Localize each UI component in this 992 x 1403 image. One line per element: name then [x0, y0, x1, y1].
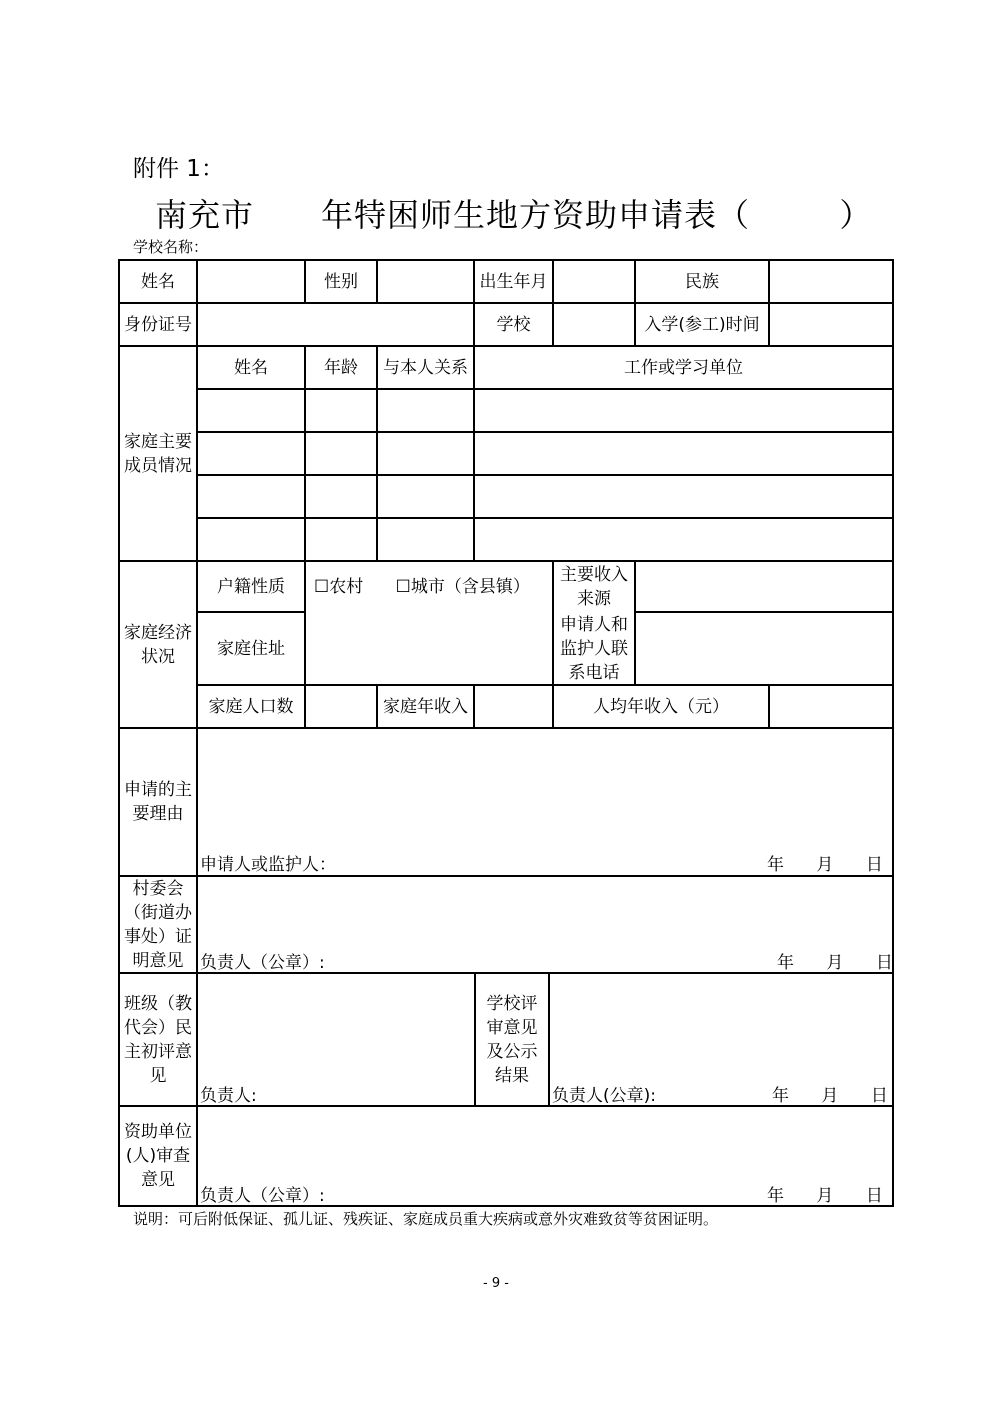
school-field[interactable] — [554, 304, 634, 345]
annual-income-field[interactable] — [475, 686, 552, 727]
household-size-field[interactable] — [306, 686, 376, 727]
member-unit-cell[interactable] — [475, 519, 892, 560]
ethnicity-field[interactable] — [770, 261, 892, 302]
income-source-field[interactable] — [636, 562, 892, 611]
footnote: 说明：可后附低保证、孤儿证、残疾证、家庭成员重大疾病或意外灾难致贫等贫困证明。 — [133, 1210, 719, 1228]
page-title: 南充市 年特困师生地方资助申请表（ ） — [155, 196, 873, 234]
contact-phone-field[interactable] — [636, 613, 892, 684]
attachment-label: 附件 1： — [133, 156, 224, 182]
income-source-label: 主要收入来源 — [560, 564, 628, 609]
contact-phone-label: 申请人和监护人联系电话 — [560, 614, 628, 683]
class-review-label: 班级（教代会）民主初评意见 — [124, 993, 192, 1086]
address-field[interactable] — [306, 613, 552, 684]
member-age-header: 年龄 — [324, 357, 358, 378]
birth-field[interactable] — [554, 261, 634, 302]
page-number: - 9 - — [483, 1276, 509, 1291]
member-name-cell[interactable] — [198, 476, 304, 517]
village-label: 村委会（街道办事处）证明意见 — [124, 878, 192, 971]
class-review-field[interactable] — [198, 974, 474, 1074]
name-field[interactable] — [198, 261, 304, 302]
gender-label: 性别 — [324, 271, 358, 292]
annual-income-label: 家庭年收入 — [383, 696, 468, 717]
member-name-cell[interactable] — [198, 433, 304, 474]
funder-label: 资助单位(人)审查意见 — [124, 1122, 192, 1190]
member-relation-cell[interactable] — [378, 519, 473, 560]
member-unit-cell[interactable] — [475, 476, 892, 517]
member-age-cell[interactable] — [306, 390, 376, 431]
hukou-label: 户籍性质 — [217, 576, 285, 597]
member-age-cell[interactable] — [306, 519, 376, 560]
id-number-field[interactable] — [198, 304, 473, 345]
per-capita-field[interactable] — [770, 686, 892, 727]
id-number-label: 身份证号 — [124, 314, 192, 335]
address-label: 家庭住址 — [217, 638, 285, 659]
birth-label: 出生年月 — [479, 271, 548, 292]
school-review-field[interactable] — [550, 974, 892, 1074]
member-unit-header: 工作或学习单位 — [624, 357, 743, 378]
member-relation-cell[interactable] — [378, 433, 473, 474]
reason-signer: 申请人或监护人： — [200, 855, 336, 875]
enroll-time-field[interactable] — [770, 304, 892, 345]
school-review-date: 年 月 日 — [772, 1086, 888, 1106]
school-review-signer: 负责人(公章): — [552, 1086, 656, 1106]
member-relation-cell[interactable] — [378, 390, 473, 431]
school-name-label: 学校名称： — [133, 238, 209, 256]
household-size-label: 家庭人口数 — [208, 696, 294, 717]
school-review-label: 学校评审意见及公示结果 — [486, 993, 538, 1086]
member-relation-header: 与本人关系 — [383, 357, 468, 378]
member-name-cell[interactable] — [198, 519, 304, 560]
family-members-label: 家庭主要成员情况 — [124, 431, 192, 476]
per-capita-label: 人均年收入（元） — [593, 696, 729, 717]
class-review-signer: 负责人: — [200, 1086, 257, 1106]
reason-date: 年 月 日 — [767, 855, 883, 875]
hukou-options[interactable]: ☐农村 ☐城市（含县镇） — [314, 576, 530, 597]
member-age-cell[interactable] — [306, 433, 376, 474]
enroll-time-label: 入学(参工)时间 — [644, 314, 760, 335]
funder-date: 年 月 日 — [767, 1186, 883, 1206]
member-age-cell[interactable] — [306, 476, 376, 517]
name-label: 姓名 — [141, 271, 175, 292]
member-relation-cell[interactable] — [378, 476, 473, 517]
reason-label: 申请的主要理由 — [124, 780, 192, 824]
village-field[interactable] — [198, 877, 892, 943]
member-name-header: 姓名 — [234, 357, 268, 378]
school-label: 学校 — [496, 314, 531, 335]
village-date: 年 月 日 — [777, 953, 893, 973]
funder-signer: 负责人（公章）: — [200, 1186, 325, 1206]
member-unit-cell[interactable] — [475, 390, 892, 431]
gender-field[interactable] — [378, 261, 473, 302]
ethnicity-label: 民族 — [685, 271, 719, 292]
member-name-cell[interactable] — [198, 390, 304, 431]
reason-field[interactable] — [198, 729, 892, 844]
funder-field[interactable] — [198, 1107, 892, 1175]
rule — [892, 259, 894, 1207]
village-signer: 负责人（公章）: — [200, 953, 325, 973]
member-unit-cell[interactable] — [475, 433, 892, 474]
economy-label: 家庭经济状况 — [124, 622, 192, 667]
